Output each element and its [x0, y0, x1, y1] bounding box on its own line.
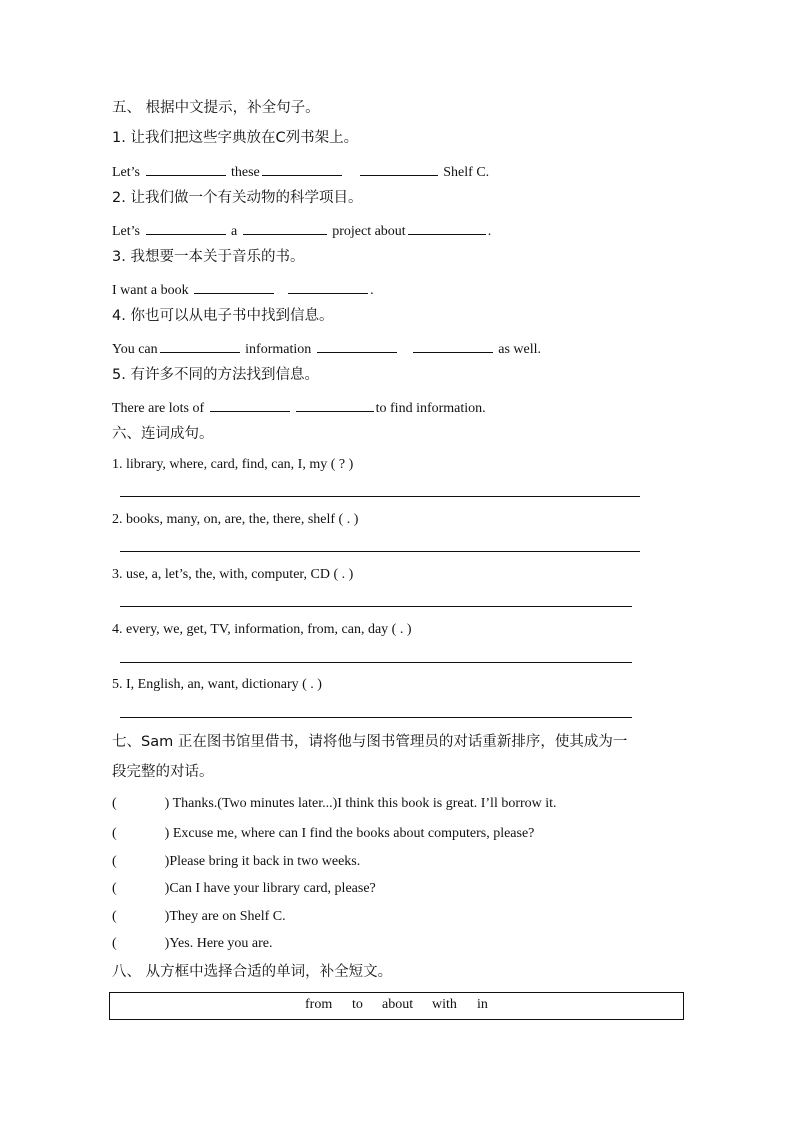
s5-q1-text-a: Let’s [112, 165, 144, 180]
s5-q2-text-b: a [227, 224, 241, 239]
s5-q4-text-c: as well. [494, 342, 542, 357]
word-bank-item: with [432, 997, 457, 1012]
s6-q2-words: 2. books, many, on, are, the, there, shelf ( . ) [112, 512, 359, 527]
answer-line[interactable] [120, 606, 632, 607]
answer-blank[interactable] [160, 338, 240, 353]
s5-q5-text-a: There are lots of [112, 401, 208, 416]
s5-q4-text-a: You can [112, 342, 158, 357]
s6-q3-words: 3. use, a, let’s, the, with, computer, CD ( . ) [112, 567, 354, 582]
paren-close: ) [164, 826, 170, 841]
s5-q1-chinese: 1. 让我们把这些字典放在C列书架上。 [112, 130, 359, 146]
s5-q1-text-c: Shelf C. [439, 165, 490, 180]
answer-blank[interactable] [408, 220, 486, 235]
answer-line[interactable] [120, 717, 632, 718]
answer-blank[interactable] [146, 161, 226, 176]
paren-open: ( [112, 826, 117, 841]
answer-line[interactable] [120, 551, 640, 552]
dialogue-text: Thanks.(Two minutes later...)I think this book is great. I’ll borrow it. [172, 796, 557, 811]
dialogue-item [112, 795, 557, 813]
dialogue-text: Yes. Here you are. [169, 936, 273, 951]
s5-q2-chinese: 2. 让我们做一个有关动物的科学项目。 [112, 190, 363, 206]
s6-q5-words: 5. I, English, an, want, dictionary ( . ) [112, 677, 322, 692]
answer-blank[interactable] [262, 161, 342, 176]
section6-title: 六、连词成句。 [112, 426, 214, 442]
section5-title: 五、 根据中文提示，补全句子。 [112, 100, 320, 116]
s5-q4-text-b: information [241, 342, 315, 357]
dialogue-item [112, 825, 534, 843]
answer-line[interactable] [120, 496, 640, 497]
section7-title-line1: 七、Sam 正在图书馆里借书，请将他与图书管理员的对话重新排序，使其成为一 [112, 734, 628, 750]
answer-blank[interactable] [288, 279, 368, 294]
paren-open: ( [112, 936, 117, 951]
paren-open: ( [112, 909, 117, 924]
s5-q2-text-c: project about [328, 224, 406, 239]
answer-blank[interactable] [413, 338, 493, 353]
dialogue-item [112, 880, 376, 898]
paren-close: ) [164, 854, 170, 869]
answer-line[interactable] [120, 662, 632, 663]
s5-q5-chinese: 5. 有许多不同的方法找到信息。 [112, 367, 319, 383]
dialogue-text: Excuse me, where can I find the books about computers, please? [172, 826, 535, 841]
answer-blank[interactable] [243, 220, 327, 235]
s5-q5-english [112, 397, 486, 418]
s5-q3-text-b: . [370, 283, 374, 298]
s5-q4-english [112, 338, 541, 359]
answer-blank[interactable] [146, 220, 226, 235]
s6-q4-words: 4. every, we, get, TV, information, from, can, day ( . ) [112, 622, 412, 637]
dialogue-text: Can I have your library card, please? [169, 881, 376, 896]
answer-blank[interactable] [360, 161, 438, 176]
paren-close: ) [164, 909, 170, 924]
answer-blank[interactable] [296, 397, 374, 412]
answer-blank[interactable] [317, 338, 397, 353]
paren-close: ) [164, 796, 170, 811]
s5-q4-chinese: 4. 你也可以从电子书中找到信息。 [112, 308, 334, 324]
dialogue-item [112, 853, 360, 871]
answer-blank[interactable] [194, 279, 274, 294]
word-bank-box [109, 992, 684, 1020]
dialogue-item [112, 908, 286, 926]
s5-q2-text-d: . [487, 224, 492, 239]
s5-q3-text-a: I want a book [112, 283, 193, 298]
dialogue-text: Please bring it back in two weeks. [169, 854, 361, 869]
dialogue-item [112, 935, 273, 953]
paren-open: ( [112, 796, 117, 811]
paren-open: ( [112, 881, 117, 896]
section8-title: 八、 从方框中选择合适的单词，补全短文。 [112, 964, 393, 980]
word-bank-item: from [305, 997, 333, 1012]
word-bank-item: in [477, 997, 488, 1012]
s5-q5-text-b: to find information. [375, 401, 486, 416]
s5-q2-english [112, 220, 491, 241]
paren-open: ( [112, 854, 117, 869]
word-bank-item: to [352, 997, 363, 1012]
paren-close: ) [164, 881, 170, 896]
s5-q2-text-a: Let’s [112, 224, 144, 239]
paren-close: ) [164, 936, 170, 951]
section7-title-line2: 段完整的对话。 [112, 764, 214, 780]
answer-blank[interactable] [210, 397, 290, 412]
s5-q3-english [112, 279, 374, 300]
s5-q1-english [112, 161, 489, 182]
s5-q3-chinese: 3. 我想要一本关于音乐的书。 [112, 249, 305, 265]
s6-q1-words: 1. library, where, card, find, can, I, my ( ? ) [112, 457, 354, 472]
dialogue-text: They are on Shelf C. [169, 909, 286, 924]
s5-q1-text-b: these [227, 165, 260, 180]
word-bank-item: about [382, 997, 414, 1012]
